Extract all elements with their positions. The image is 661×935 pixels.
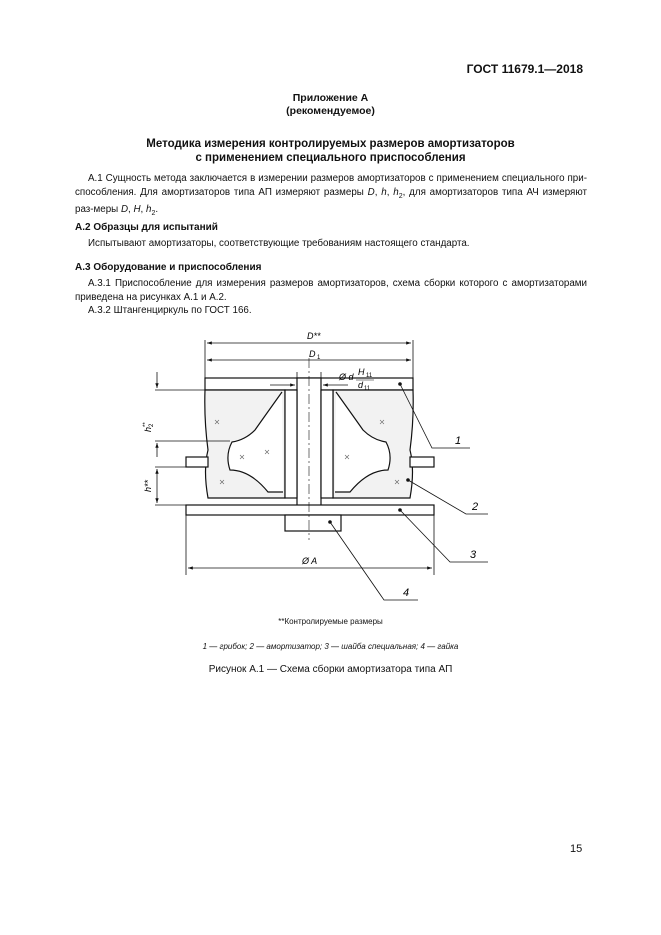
a1-sub: 2 [398,192,403,200]
dim-h2-label: h [143,426,153,432]
paragraph-a3-2: А.3.2 Штангенциркуль по ГОСТ 166. [88,305,252,316]
dim-A-label: Ø A [302,556,318,566]
dim-D-label: D** [307,331,321,341]
heading-a3: А.3 Оборудование и приспособления [75,262,262,273]
callout-1: 1 [455,435,462,447]
a1-text-start: А.1 Сущность метода заключается в измерении размеров амортизаторов с применением специального при-способления. Для амортизаторов типа АП измеряют размеры [75,173,587,198]
annex-status: (рекомендуемое) [286,105,375,117]
a1-symbol-h2: h [393,186,399,198]
dim-d-label: Ø d [339,372,354,382]
a1-end: . [155,203,159,215]
paragraph-a2: Испытывают амортизаторы, соответствующие требованиям настоящего стандарта. [88,238,470,249]
fit-bottom: d [358,380,364,390]
page-number: 15 [570,843,583,855]
a1-sep: , [140,203,146,215]
a1-sub: 2 [151,209,156,217]
annex-title: Приложение А [292,92,369,104]
nut [285,515,341,531]
a1-sep: , [374,186,382,198]
standard-number: ГОСТ 11679.1—2018 [466,62,583,76]
dim-h2-sup: ** [143,422,149,427]
figure-caption: Рисунок А.1 — Схема сборки амортизатора типа АП [208,664,453,675]
callout-3: 3 [470,549,477,561]
a1-symbol-h2b: h [146,203,152,215]
section-title-line1: Методика измерения контролируемых размеров амортизаторов [146,138,515,150]
dim-h-label: h** [143,479,153,492]
section-title-line2: с применением специального приспособления [195,152,466,164]
heading-a2: А.2 Образцы для испытаний [75,222,218,233]
a1-symbol-D: D [367,186,375,198]
fit-bottom-sub: 11 [364,386,371,392]
a1-text-mid: , для амортизаторов типа АЧ измеряют раз-меры [75,186,587,215]
dim-D1-label: D [309,349,316,359]
callout-4: 4 [403,587,410,599]
figure-note: **Контролируемые размеры [278,617,383,626]
a1-symbol-D2: D [120,203,129,215]
paragraph-a3-1: А.3.1 Приспособление для измерения размеров амортизаторов, схема сборки которого с амортизаторами приведена на рисунках А.1 и А.2. [75,278,587,303]
fit-top: H [358,367,365,377]
a1-symbol-h: h [381,186,387,198]
figure-legend: 1 — грибок; 2 — амортизатор; 3 — шайба специальная; 4 — гайка [202,642,459,651]
left-flange [186,457,208,467]
a1-sep: , [386,186,394,198]
a1-sep: , [128,203,134,215]
dim-h2-sub: 2 [149,423,155,427]
fit-top-sub: 11 [366,373,373,379]
dim-D1-sub: 1 [317,355,321,361]
callout-2: 2 [472,501,479,513]
a1-symbol-H: H [133,203,141,215]
special-washer [186,505,434,515]
right-flange [410,457,434,467]
